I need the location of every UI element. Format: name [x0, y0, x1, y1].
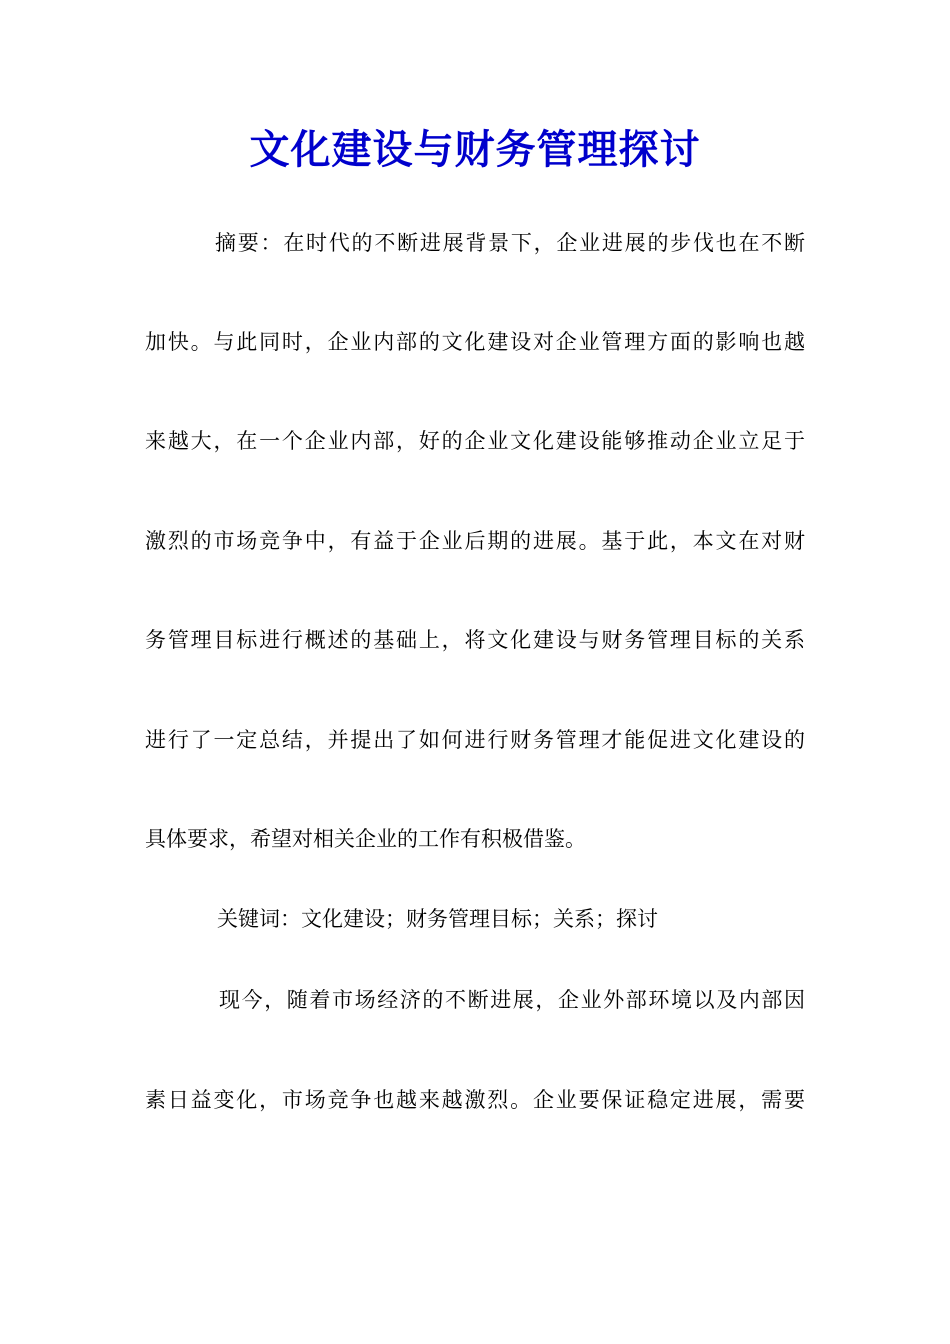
abstract-line: 来越大，在一个企业内部，好的企业文化建设能够推动企业立足于	[145, 429, 805, 453]
abstract-line: 加快。与此同时，企业内部的文化建设对企业管理方面的影响也越	[145, 330, 805, 354]
abstract-line: 进行了一定总结，并提出了如何进行财务管理才能促进文化建设的	[145, 728, 805, 752]
abstract-line: 摘要：在时代的不断进展背景下，企业进展的步伐也在不断	[215, 231, 805, 255]
abstract-line: 激烈的市场竞争中，有益于企业后期的进展。基于此，本文在对财	[145, 529, 805, 553]
document-title: 文化建设与财务管理探讨	[249, 126, 701, 173]
keywords-line: 关键词：文化建设；财务管理目标；关系；探讨	[217, 907, 658, 931]
body-line: 素日益变化，市场竞争也越来越激烈。企业要保证稳定进展，需要	[145, 1088, 805, 1112]
abstract-line: 务管理目标进行概述的基础上，将文化建设与财务管理目标的关系	[145, 628, 805, 652]
abstract-line: 具体要求，希望对相关企业的工作有积极借鉴。	[145, 827, 586, 851]
body-line: 现今，随着市场经济的不断进展，企业外部环境以及内部因	[219, 988, 805, 1012]
